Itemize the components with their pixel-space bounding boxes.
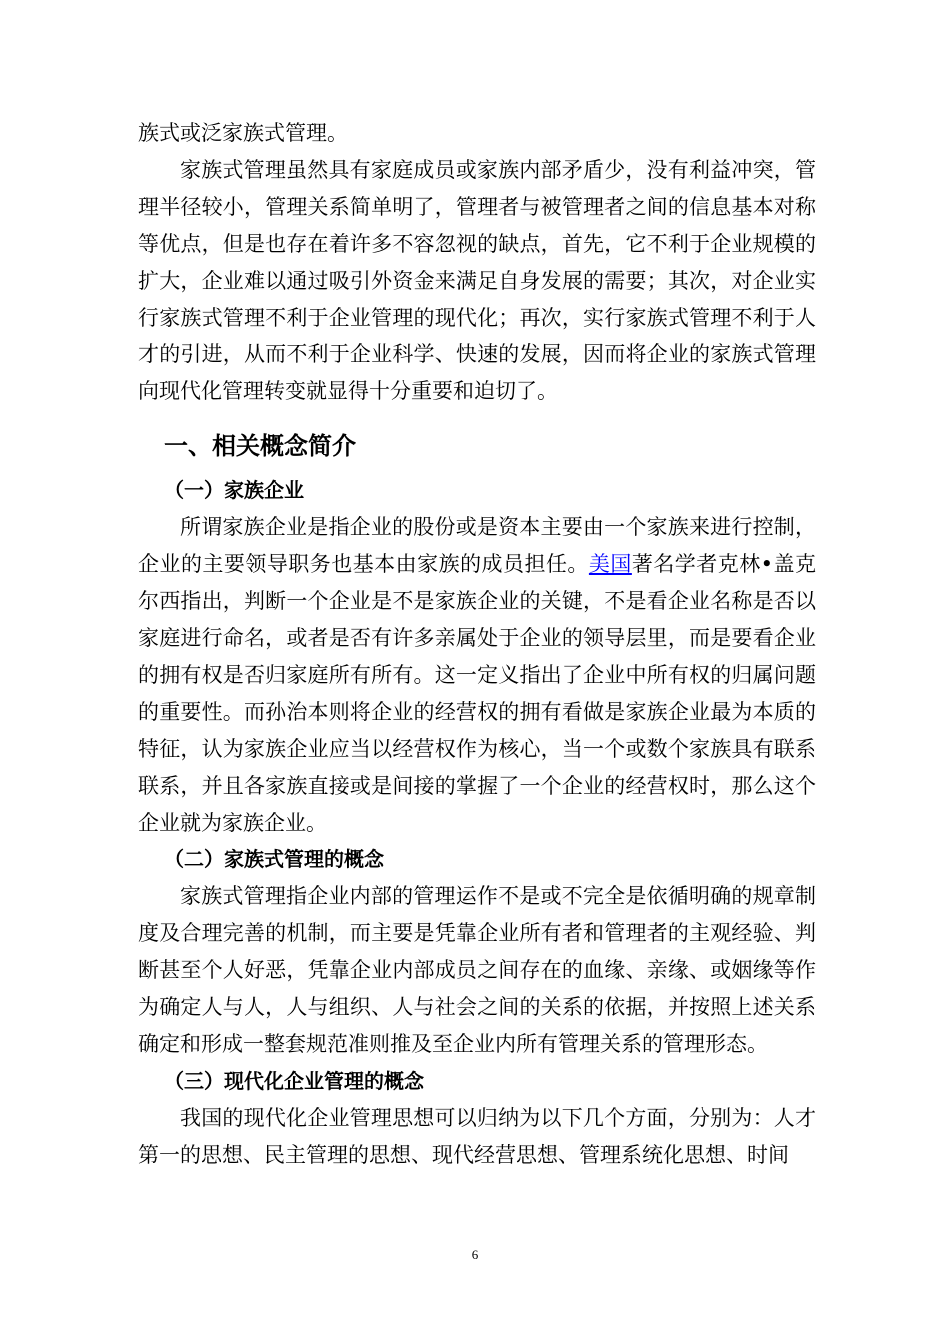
subsection-heading-family-management: （二）家族式管理的概念 [164, 847, 384, 872]
page-number: 6 [471, 1247, 479, 1262]
paragraph-text: 著名学者克林•盖克尔西指出，判断一个企业是不是家族企业的关键，不是看企业名称是否以家庭进行命名，或者是否有许多亲属处于企业的领导层里，而是要看企业的拥有权是否归家庭所有所有。这一定义指出了企业中所有权的归属问题的重要性。而孙治本则将企业的经营权的拥有看做是家族企业最为本质的特征，认为家族企业应当以经营权作为核心，当一个或数个家族具有联系联系，并且各家族直接或是间接的掌握了一个企业的经营权时，那么这个企业就为家族企业。 [138, 552, 817, 835]
subsection-heading-modern-management: （三）现代化企业管理的概念 [164, 1068, 424, 1093]
paragraph-continuation: 族式或泛家族式管理。 [138, 121, 348, 145]
section-heading: 一、相关概念简介 [164, 432, 356, 461]
link-usa[interactable]: 美国 [588, 552, 632, 577]
subsection-heading-family-enterprise: （一）家族企业 [164, 478, 304, 503]
paragraph-family-management-pros-cons: 家族式管理虽然具有家庭成员或家族内部矛盾少，没有利益冲突，管理半径较小，管理关系简单明了，管理者与被管理者之间的信息基本对称等优点，但是也存在着许多不容忽视的缺点，首先，它不利于企业规模的扩大，企业难以通过吸引外资金来满足自身发展的需要；其次，对企业实行家族式管理不利于企业管理的现代化；再次，实行家族式管理不利于人才的引进，从而不利于企业科学、快速的发展，因而将企业的家族式管理向现代化管理转变就显得十分重要和迫切了。 [138, 157, 816, 404]
paragraph-modern-management: 我国的现代化企业管理思想可以归纳为以下几个方面，分别为：人才第一的思想、民主管理的思想、现代经营思想、管理系统化思想、时间 [138, 1105, 816, 1167]
paragraph-text: 所谓家族企业是指企业的股份或是资本主要由一个家族来进行控制，企业的主要领导职务也基本由家族的成员担任。 [138, 515, 816, 577]
document-body [138, 115, 816, 1174]
paragraph-family-management-definition: 家族式管理指企业内部的管理运作不是或不完全是依循明确的规章制度及合理完善的机制，而主要是凭靠企业所有者和管理者的主观经验、判断甚至个人好恶，凭靠企业内部成员之间存在的血缘、亲缘、或姻缘等作为确定人与人，人与组织、人与社会之间的关系的依据，并按照上述关系确定和形成一整套规范准则推及至企业内所有管理关系的管理形态。 [138, 884, 816, 1057]
paragraph-family-enterprise-definition [138, 509, 816, 841]
